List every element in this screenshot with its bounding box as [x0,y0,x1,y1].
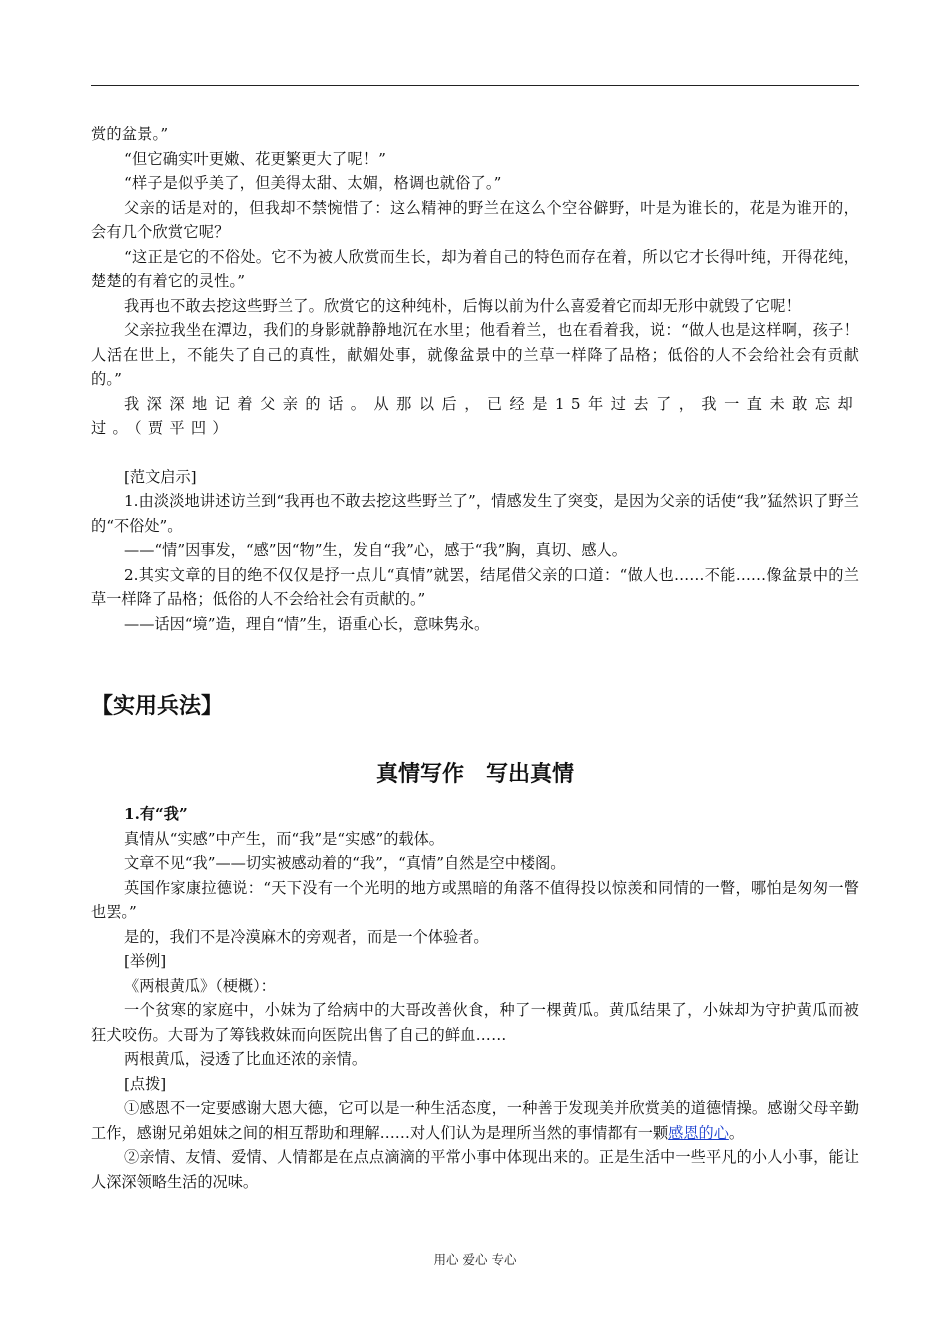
example-summary: 两根黄瓜，浸透了比血还浓的亲情。 [124,1050,367,1068]
story-paragraph-6: 我再也不敢去挖这些野兰了。欣赏它的这种纯朴，后悔以前为什么喜爱着它而却无形中就毁了它呢！ [124,296,802,315]
story-paragraph-8: 我深深地记着父亲的话。从那以后，已经是15年过去了，我一直未敢忘却过。（贾平凹） [91,394,859,437]
dianbo-1-end: 。 [728,1123,745,1142]
fanwen-point-2-note: ——话因“境”造，理自“情”生，语重心长，意味隽永。 [124,614,490,633]
story-paragraph-7: 父亲拉我坐在潭边，我们的身影就静静地沉在水里；他看着兰，也在看着我，说：“做人也是这样啊，孩子！人活在世上，不能失了自己的真性，献媚处事，就像盆景中的兰草一样降了品格；低俗的人不会给社会有贡献的。” [91,321,859,388]
story-paragraph-5: “这正是它的不俗处。它不为被人欣赏而生长，却为着自己的特色而存在着，所以它才长得叶纯，开得花纯，楚楚的有着它的灵性。” [91,247,859,290]
point-1-line-4: 是的，我们不是冷漠麻木的旁观者，而是一个体验者。 [124,927,489,946]
fanwen-heading: [范文启示] [124,467,197,486]
fanwen-point-1: 1.由淡淡地讲述访兰到“我再也不敢去挖这些野兰了”，情感发生了突变，是因为父亲的话使“我”猛然识了野兰的“不俗处”。 [91,492,859,535]
story-line-2: “但它确实叶更嫩、花更繁更大了呢！” [124,149,387,168]
dianbo-paragraph-2: ②亲情、友情、爱情、人情都是在点点滴滴的平常小事中体现出来的。正是生活中一些平凡的小人小事，能让人深深领略生活的况味。 [91,1148,859,1191]
point-1-heading: 1.有“我” [124,805,188,823]
point-1-line-1: 真情从“实感”中产生，而“我”是“实感”的载体。 [124,829,444,848]
example-title: 《两根黄瓜》（梗概）： [124,976,276,995]
dianbo-heading: [点拨] [124,1074,167,1093]
document-body [91,122,859,1194]
point-1-line-2: 文章不见“我”——切实被感动着的“我”，“真情”自然是空中楼阁。 [124,854,566,872]
section-title: 【实用兵法】 [91,694,224,719]
example-text: 一个贫寒的家庭中，小妹为了给病中的大哥改善伙食，种了一棵黄瓜。黄瓜结果了，小妹却为守护黄瓜而被狂犬咬伤。大哥为了筹钱救妹而向医院出售了自己的鲜血…… [91,1001,859,1044]
header-rule [91,85,859,86]
story-line-1: 赏的盆景。” [91,125,169,143]
story-paragraph-4: 父亲的话是对的，但我却不禁惋惜了：这么精神的野兰在这么个空谷僻野，叶是为谁长的，花是为谁开的，会有几个欣赏它呢？ [91,198,859,241]
gratitude-link[interactable]: 感恩的心 [668,1123,729,1142]
page-footer: 用心 爱心 专心 [433,1252,517,1267]
dianbo-1-text: ①感恩不一定要感谢大恩大德，它可以是一种生活态度，一种善于发现美并欣赏美的道德情操。感谢父母辛勤工作，感谢兄弟姐妹之间的相互帮助和理解……对人们认为是理所当然的事情都有一颗 [91,1099,859,1142]
example-heading: [举例] [124,952,167,970]
point-1-line-3: 英国作家康拉德说：“天下没有一个光明的地方或黑暗的角落不值得投以惊羡和同情的一瞥，哪怕是匆匆一瞥也罢。” [91,878,859,921]
dianbo-paragraph-1 [91,1096,859,1145]
center-title: 真情写作 写出真情 [375,762,574,787]
fanwen-point-2: 2.其实文章的目的绝不仅仅是抒一点儿“真情”就罢，结尾借父亲的口道：“做人也……不能……像盆景中的兰草一样降了品格；低俗的人不会给社会有贡献的。” [91,565,859,608]
fanwen-point-1-note: ——“情”因事发，“感”因“物”生，发自“我”心，感于“我”胸，真切、感人。 [124,541,627,559]
story-line-3: “样子是似乎美了，但美得太甜、太媚，格调也就俗了。” [124,174,502,192]
